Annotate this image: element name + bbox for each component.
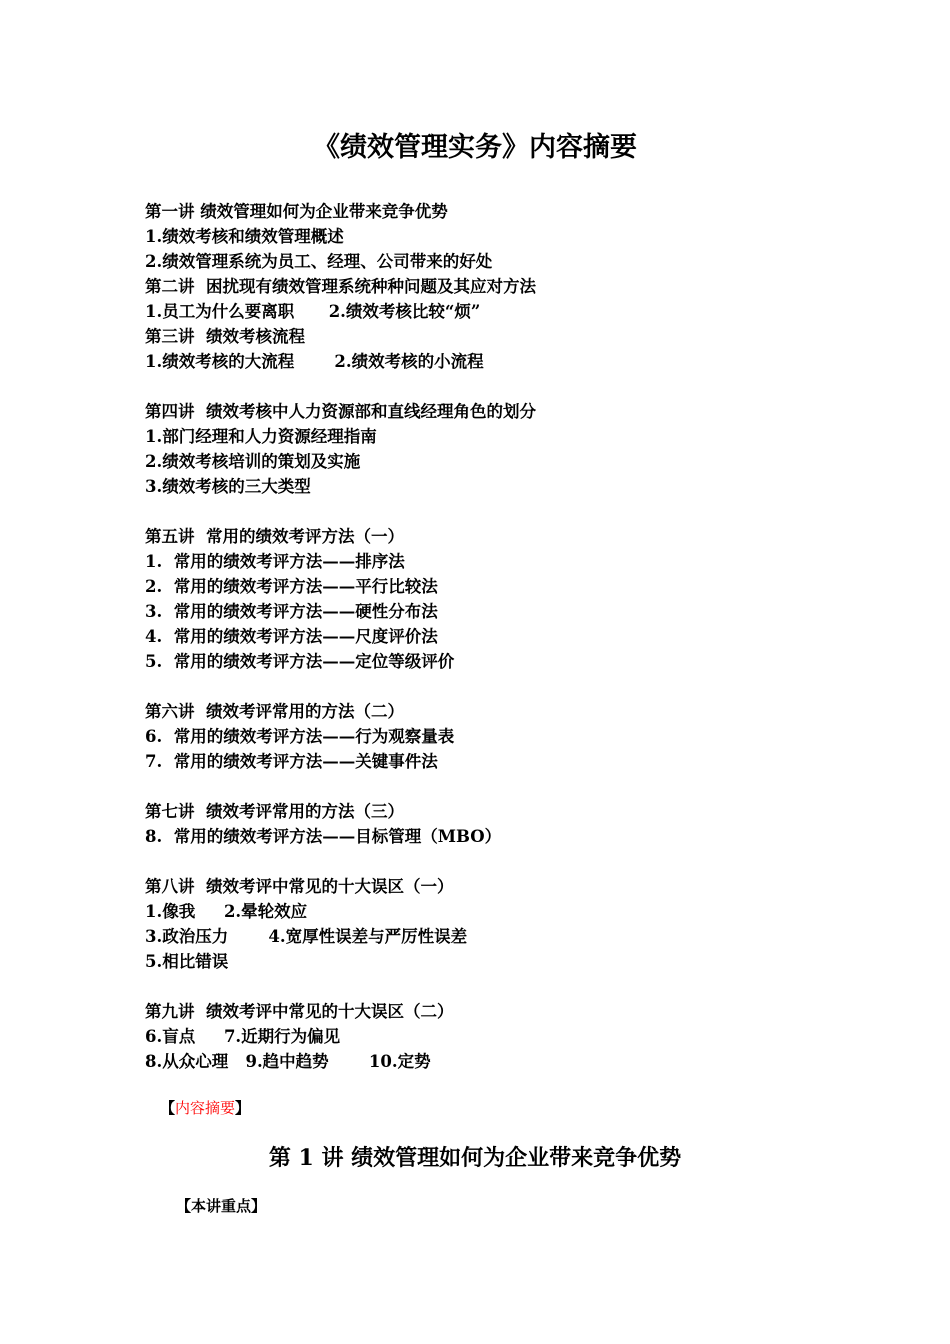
section-spacer [145, 774, 865, 799]
lecture-title: 第七讲 绩效考评常用的方法（三） [145, 802, 404, 821]
summary-tag-close: 】 [235, 1099, 251, 1117]
lecture-topic: 8.从众心理 9.趋中趋势 10.定势 [145, 1052, 431, 1071]
toc-section [145, 399, 865, 499]
lecture-topic: 1.部门经理和人力资源经理指南 [145, 427, 377, 446]
lecture-topic: 5.相比错误 [145, 952, 229, 971]
key-points-label: 【本讲重点】 [176, 1197, 267, 1215]
lecture-topic: 7. 常用的绩效考评方法——关键事件法 [145, 752, 438, 771]
toc-section [145, 999, 865, 1074]
lecture-topic: 3. 常用的绩效考评方法——硬性分布法 [145, 602, 438, 621]
toc-section [145, 274, 865, 324]
lecture-title: 第三讲 绩效考核流程 [145, 327, 305, 346]
toc-section [145, 699, 865, 774]
lecture-title: 第一讲 绩效管理如何为企业带来竞争优势 [145, 202, 448, 221]
summary-tag-open: 【 [160, 1099, 176, 1117]
lecture-topic: 3.绩效考核的三大类型 [145, 477, 311, 496]
section-spacer [145, 499, 865, 524]
section-spacer [145, 849, 865, 874]
lecture-topic: 3.政治压力 4.宽厚性误差与严厉性误差 [145, 927, 468, 946]
section-spacer [145, 374, 865, 399]
toc-section [145, 199, 865, 274]
lecture-topic: 1.绩效考核和绩效管理概述 [145, 227, 344, 246]
lecture-title: 第六讲 绩效考评常用的方法（二） [145, 702, 404, 721]
lecture-topic: 8. 常用的绩效考评方法——目标管理（MBO） [145, 827, 502, 846]
document-title: 《绩效管理实务》内容摘要 [313, 132, 637, 163]
lecture-title: 第五讲 常用的绩效考评方法（一） [145, 527, 404, 546]
lecture-topic: 2. 常用的绩效考评方法——平行比较法 [145, 577, 438, 596]
lecture-topic: 4. 常用的绩效考评方法——尺度评价法 [145, 627, 438, 646]
lecture-topic: 6.盲点 7.近期行为偏见 [145, 1027, 341, 1046]
summary-tag-label: 内容摘要 [175, 1099, 236, 1117]
lecture-title: 第八讲 绩效考评中常见的十大误区（一） [145, 877, 454, 896]
lecture-title: 第二讲 困扰现有绩效管理系统种种问题及其应对方法 [145, 277, 536, 296]
section-spacer [145, 674, 865, 699]
lecture-topic: 6. 常用的绩效考评方法——行为观察量表 [145, 727, 455, 746]
table-of-contents [145, 199, 865, 1074]
summary-tag [160, 1096, 250, 1120]
lecture-title: 第九讲 绩效考评中常见的十大误区（二） [145, 1002, 454, 1021]
toc-section [145, 324, 865, 374]
lecture-topic: 1. 常用的绩效考评方法——排序法 [145, 552, 405, 571]
lecture-topic: 1.像我 2.晕轮效应 [145, 902, 308, 921]
lecture-topic: 2.绩效管理系统为员工、经理、公司带来的好处 [145, 252, 493, 271]
lecture-topic: 2.绩效考核培训的策划及实施 [145, 452, 361, 471]
toc-section [145, 874, 865, 974]
toc-section [145, 524, 865, 674]
lecture-title: 第四讲 绩效考核中人力资源部和直线经理角色的划分 [145, 402, 536, 421]
toc-section [145, 799, 865, 849]
lecture-heading: 第 1 讲 绩效管理如何为企业带来竞争优势 [268, 1145, 682, 1171]
lecture-topic: 1.绩效考核的大流程 2.绩效考核的小流程 [145, 352, 484, 371]
lecture-topic: 5. 常用的绩效考评方法——定位等级评价 [145, 652, 455, 671]
lecture-topic: 1.员工为什么要离职 2.绩效考核比较“烦” [145, 302, 481, 321]
section-spacer [145, 974, 865, 999]
